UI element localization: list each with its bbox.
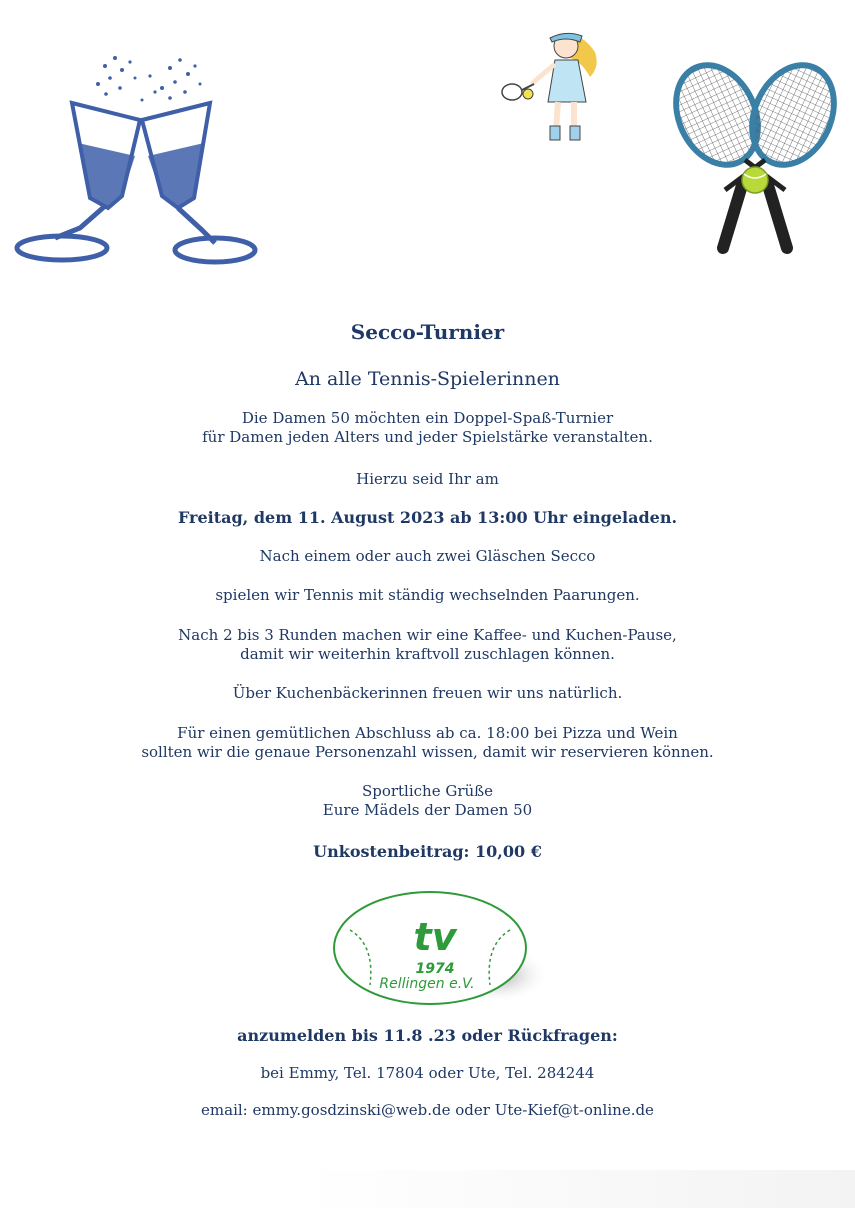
tv-rellingen-logo <box>330 890 555 1015</box>
intro-line-2: für Damen jeden Alters und jeder Spielstärke veranstalten. <box>202 428 653 446</box>
secco-text: Nach einem oder auch zwei Gläschen Secco <box>259 547 596 565</box>
rounds-line-2: damit wir weiterhin kraftvoll zuschlagen können. <box>240 645 615 663</box>
logo-year: 1974 <box>415 961 455 977</box>
play-text: spielen wir Tennis mit ständig wechselnden Paarungen. <box>215 586 640 604</box>
bakers-text: Über Kuchenbäckerinnen freuen wir uns natürlich. <box>232 684 623 702</box>
email-text: email: emmy.gosdzinski@web.de oder Ute-Kief@t-online.de <box>201 1101 654 1119</box>
champagne-glasses-icon <box>10 48 265 283</box>
subtitle: An alle Tennis-Spielerinnen <box>295 368 560 390</box>
greeting-line-2: Eure Mädels der Damen 50 <box>322 801 533 819</box>
invite-text: Hierzu seid Ihr am <box>356 470 499 488</box>
finish-line-1: Für einen gemütlichen Abschluss ab ca. 18:00 bei Pizza und Wein <box>177 724 678 742</box>
register-text: anzumelden bis 11.8 .23 oder Rückfragen: <box>237 1026 618 1045</box>
finish-line-2: sollten wir die genaue Personenzahl wissen, damit wir reservieren können. <box>141 743 714 761</box>
greeting-line-1: Sportliche Grüße <box>361 782 494 800</box>
date-line: Freitag, dem 11. August 2023 ab 13:00 Uhr eingeladen. <box>177 508 678 527</box>
rounds-line-1: Nach 2 bis 3 Runden machen wir eine Kaffee- und Kuchen-Pause, <box>178 626 677 644</box>
page-shadow <box>300 1170 855 1208</box>
crossed-rackets-icon <box>665 60 845 255</box>
tennis-player-icon <box>500 22 615 144</box>
page-title: Secco-Turnier <box>350 320 505 344</box>
phone-text: bei Emmy, Tel. 17804 oder Ute, Tel. 284244 <box>260 1064 595 1082</box>
logo-letters: tv <box>413 915 457 959</box>
logo-club: Rellingen e.V. <box>379 976 475 992</box>
intro-line-1: Die Damen 50 möchten ein Doppel-Spaß-Turnier <box>241 409 614 427</box>
fee-text: Unkostenbeitrag: 10,00 € <box>313 842 542 861</box>
